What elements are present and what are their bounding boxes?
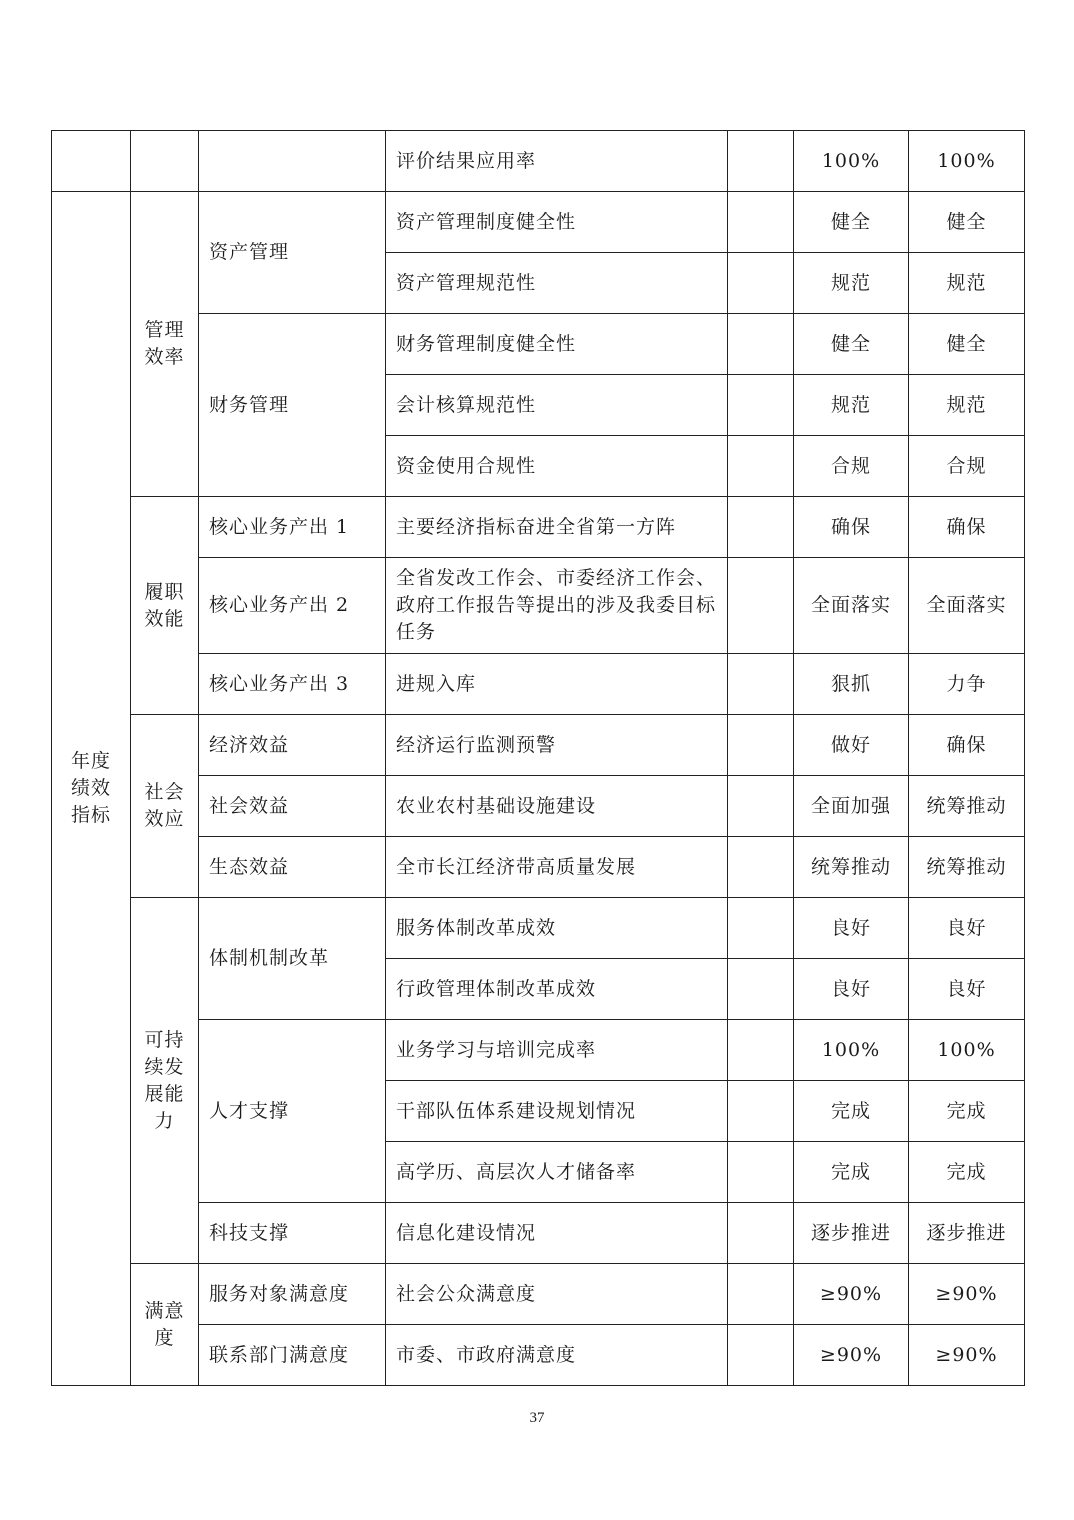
level3-cell: 经济效益 bbox=[199, 715, 386, 776]
target-cell: 健全 bbox=[909, 314, 1025, 375]
value-cell: 完成 bbox=[794, 1081, 909, 1142]
empty-cell bbox=[728, 375, 794, 436]
empty-cell bbox=[728, 837, 794, 898]
empty-cell bbox=[728, 1264, 794, 1325]
value-cell: 狠抓 bbox=[794, 654, 909, 715]
value-cell: 良好 bbox=[794, 898, 909, 959]
level3-cell: 核心业务产出 2 bbox=[199, 558, 386, 654]
target-cell: 统筹推动 bbox=[909, 837, 1025, 898]
target-cell: 确保 bbox=[909, 497, 1025, 558]
empty-cell bbox=[728, 314, 794, 375]
level3-cell: 社会效益 bbox=[199, 776, 386, 837]
level3-cell: 资产管理 bbox=[199, 192, 386, 314]
level2-cell bbox=[131, 131, 199, 192]
indicator-cell: 全省发改工作会、市委经济工作会、政府工作报告等提出的涉及我委目标任务 bbox=[386, 558, 728, 654]
target-cell: 健全 bbox=[909, 192, 1025, 253]
indicator-cell: 资金使用合规性 bbox=[386, 436, 728, 497]
level3-cell: 体制机制改革 bbox=[199, 898, 386, 1020]
target-cell: 力争 bbox=[909, 654, 1025, 715]
level1-label: 年度 绩效 指标 bbox=[70, 750, 111, 826]
indicator-cell: 资产管理制度健全性 bbox=[386, 192, 728, 253]
value-cell: 全面落实 bbox=[794, 558, 909, 654]
target-cell: 逐步推进 bbox=[909, 1203, 1025, 1264]
target-cell: 规范 bbox=[909, 253, 1025, 314]
table-row bbox=[52, 898, 1025, 959]
table-row bbox=[52, 715, 1025, 776]
value-cell: ≥90% bbox=[794, 1264, 909, 1325]
target-cell: 全面落实 bbox=[909, 558, 1025, 654]
value-cell: 合规 bbox=[794, 436, 909, 497]
level1-cell bbox=[52, 192, 131, 1386]
empty-cell bbox=[728, 776, 794, 837]
empty-cell bbox=[728, 1142, 794, 1203]
level3-cell: 科技支撑 bbox=[199, 1203, 386, 1264]
target-cell: 完成 bbox=[909, 1142, 1025, 1203]
page-number: 37 bbox=[529, 1410, 545, 1426]
level3-cell: 联系部门满意度 bbox=[199, 1325, 386, 1386]
value-cell: ≥90% bbox=[794, 1325, 909, 1386]
empty-cell bbox=[728, 497, 794, 558]
value-cell: 100% bbox=[794, 1020, 909, 1081]
target-cell: 统筹推动 bbox=[909, 776, 1025, 837]
value-cell: 全面加强 bbox=[794, 776, 909, 837]
level3-cell: 生态效益 bbox=[199, 837, 386, 898]
value-cell: 逐步推进 bbox=[794, 1203, 909, 1264]
empty-cell bbox=[728, 253, 794, 314]
indicator-cell: 业务学习与培训完成率 bbox=[386, 1020, 728, 1081]
indicator-cell: 服务体制改革成效 bbox=[386, 898, 728, 959]
indicator-cell: 社会公众满意度 bbox=[386, 1264, 728, 1325]
level3-cell: 核心业务产出 3 bbox=[199, 654, 386, 715]
level3-cell: 财务管理 bbox=[199, 314, 386, 497]
value-cell: 健全 bbox=[794, 192, 909, 253]
indicator-cell: 全市长江经济带高质量发展 bbox=[386, 837, 728, 898]
level3-cell bbox=[199, 131, 386, 192]
indicator-cell: 干部队伍体系建设规划情况 bbox=[386, 1081, 728, 1142]
target-cell: 100% bbox=[909, 131, 1025, 192]
level2-cell bbox=[131, 192, 199, 497]
level3-cell: 服务对象满意度 bbox=[199, 1264, 386, 1325]
table-row bbox=[52, 1264, 1025, 1325]
level2-label: 社会 效应 bbox=[144, 781, 185, 830]
value-cell: 做好 bbox=[794, 715, 909, 776]
level2-label: 可持 续发 展能 力 bbox=[144, 1028, 185, 1132]
target-cell: 100% bbox=[909, 1020, 1025, 1081]
target-cell: 合规 bbox=[909, 436, 1025, 497]
performance-indicator-table bbox=[51, 130, 1025, 1386]
indicator-cell: 评价结果应用率 bbox=[386, 131, 728, 192]
empty-cell bbox=[728, 654, 794, 715]
value-cell: 确保 bbox=[794, 497, 909, 558]
level3-cell: 核心业务产出 1 bbox=[199, 497, 386, 558]
empty-cell bbox=[728, 558, 794, 654]
indicator-cell: 经济运行监测预警 bbox=[386, 715, 728, 776]
table-row bbox=[52, 192, 1025, 253]
level2-cell bbox=[131, 497, 199, 715]
target-cell: ≥90% bbox=[909, 1325, 1025, 1386]
value-cell: 100% bbox=[794, 131, 909, 192]
value-cell: 统筹推动 bbox=[794, 837, 909, 898]
target-cell: 确保 bbox=[909, 715, 1025, 776]
level3-cell: 人才支撑 bbox=[199, 1020, 386, 1203]
level1-cell bbox=[52, 131, 131, 192]
target-cell: 良好 bbox=[909, 959, 1025, 1020]
value-cell: 规范 bbox=[794, 375, 909, 436]
target-cell: ≥90% bbox=[909, 1264, 1025, 1325]
target-cell: 良好 bbox=[909, 898, 1025, 959]
level2-label: 管理 效率 bbox=[144, 319, 185, 368]
table-row bbox=[52, 497, 1025, 558]
empty-cell bbox=[728, 898, 794, 959]
value-cell: 完成 bbox=[794, 1142, 909, 1203]
table-row bbox=[52, 131, 1025, 192]
level2-cell bbox=[131, 898, 199, 1264]
empty-cell bbox=[728, 1081, 794, 1142]
level2-label: 履职 效能 bbox=[144, 580, 185, 630]
empty-cell bbox=[728, 1325, 794, 1386]
empty-cell bbox=[728, 715, 794, 776]
empty-cell bbox=[728, 1020, 794, 1081]
level2-cell bbox=[131, 1264, 199, 1386]
indicator-cell: 市委、市政府满意度 bbox=[386, 1325, 728, 1386]
level2-cell bbox=[131, 715, 199, 898]
indicator-cell: 资产管理规范性 bbox=[386, 253, 728, 314]
empty-cell bbox=[728, 959, 794, 1020]
empty-cell bbox=[728, 131, 794, 192]
value-cell: 良好 bbox=[794, 959, 909, 1020]
indicator-cell: 会计核算规范性 bbox=[386, 375, 728, 436]
indicator-cell: 进规入库 bbox=[386, 654, 728, 715]
value-cell: 健全 bbox=[794, 314, 909, 375]
indicator-cell: 信息化建设情况 bbox=[386, 1203, 728, 1264]
indicator-cell: 主要经济指标奋进全省第一方阵 bbox=[386, 497, 728, 558]
target-cell: 完成 bbox=[909, 1081, 1025, 1142]
indicator-cell: 行政管理体制改革成效 bbox=[386, 959, 728, 1020]
empty-cell bbox=[728, 192, 794, 253]
level2-label: 满意 度 bbox=[144, 1299, 185, 1349]
empty-cell bbox=[728, 436, 794, 497]
empty-cell bbox=[728, 1203, 794, 1264]
indicator-cell: 农业农村基础设施建设 bbox=[386, 776, 728, 837]
target-cell: 规范 bbox=[909, 375, 1025, 436]
indicator-cell: 财务管理制度健全性 bbox=[386, 314, 728, 375]
value-cell: 规范 bbox=[794, 253, 909, 314]
indicator-cell: 高学历、高层次人才储备率 bbox=[386, 1142, 728, 1203]
